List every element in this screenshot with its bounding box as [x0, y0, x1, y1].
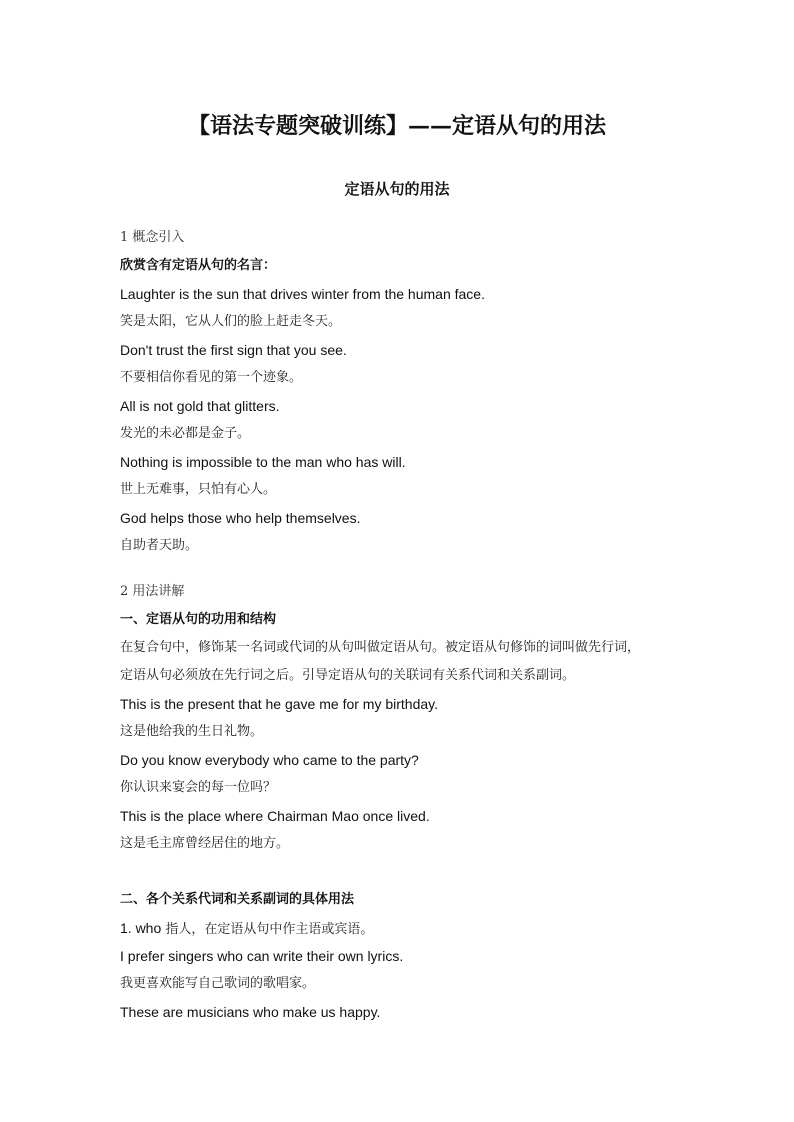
quote-zh: 不要相信你看见的第一个迹象。 — [120, 370, 303, 385]
quote-zh: 笑是太阳，它从人们的脸上赶走冬天。 — [120, 314, 342, 329]
usage-item-who — [120, 918, 720, 940]
example-zh: 你认识来宴会的每一位吗？ — [120, 780, 277, 795]
quote-en: Don't trust the first sign that you see. — [120, 342, 347, 358]
example-en: This is the present that he gave me for my birthday. — [120, 696, 439, 712]
explanation-paragraph-line: 定语从句必须放在先行词之后。引导定语从句的关联词有关系代词和关系副词。 — [120, 668, 576, 683]
quote-zh: 自助者天助。 — [120, 538, 199, 553]
quote-en: All is not gold that glitters. — [120, 398, 280, 414]
example-en: I prefer singers who can write their own lyrics. — [120, 948, 404, 964]
document-subtitle: 定语从句的用法 — [344, 180, 450, 198]
usage-item-keyword: 1. who — [120, 920, 162, 936]
explanation-paragraph-line: 在复合句中，修饰某一名词或代词的从句叫做定语从句。被定语从句修饰的词叫做先行词， — [120, 640, 641, 655]
example-zh: 我更喜欢能写自己歌词的歌唱家。 — [120, 976, 316, 991]
quote-en: Laughter is the sun that drives winter from the human face. — [120, 286, 485, 302]
quotes-label: 欣赏含有定语从句的名言： — [120, 258, 277, 273]
subsection-heading-relatives: 二、各个关系代词和关系副词的具体用法 — [120, 892, 355, 907]
example-zh: 这是毛主席曾经居住的地方。 — [120, 836, 290, 851]
example-en: This is the place where Chairman Mao once lived. — [120, 808, 430, 824]
quote-en: God helps those who help themselves. — [120, 510, 361, 526]
section-heading-usage: 2 用法讲解 — [120, 584, 185, 599]
example-en: Do you know everybody who came to the party? — [120, 752, 419, 768]
section-heading-concept: 1 概念引入 — [120, 230, 185, 245]
quote-zh: 世上无难事，只怕有心人。 — [120, 482, 277, 497]
subsection-heading-function: 一、定语从句的功用和结构 — [120, 612, 277, 627]
example-en: These are musicians who make us happy. — [120, 1004, 381, 1020]
example-zh: 这是他给我的生日礼物。 — [120, 724, 264, 739]
quote-en: Nothing is impossible to the man who has will. — [120, 454, 406, 470]
quote-zh: 发光的未必都是金子。 — [120, 426, 251, 441]
usage-item-description: 指人，在定语从句中作主语或宾语。 — [161, 922, 374, 937]
document-title: 【语法专题突破训练】——定语从句的用法 — [187, 113, 606, 139]
